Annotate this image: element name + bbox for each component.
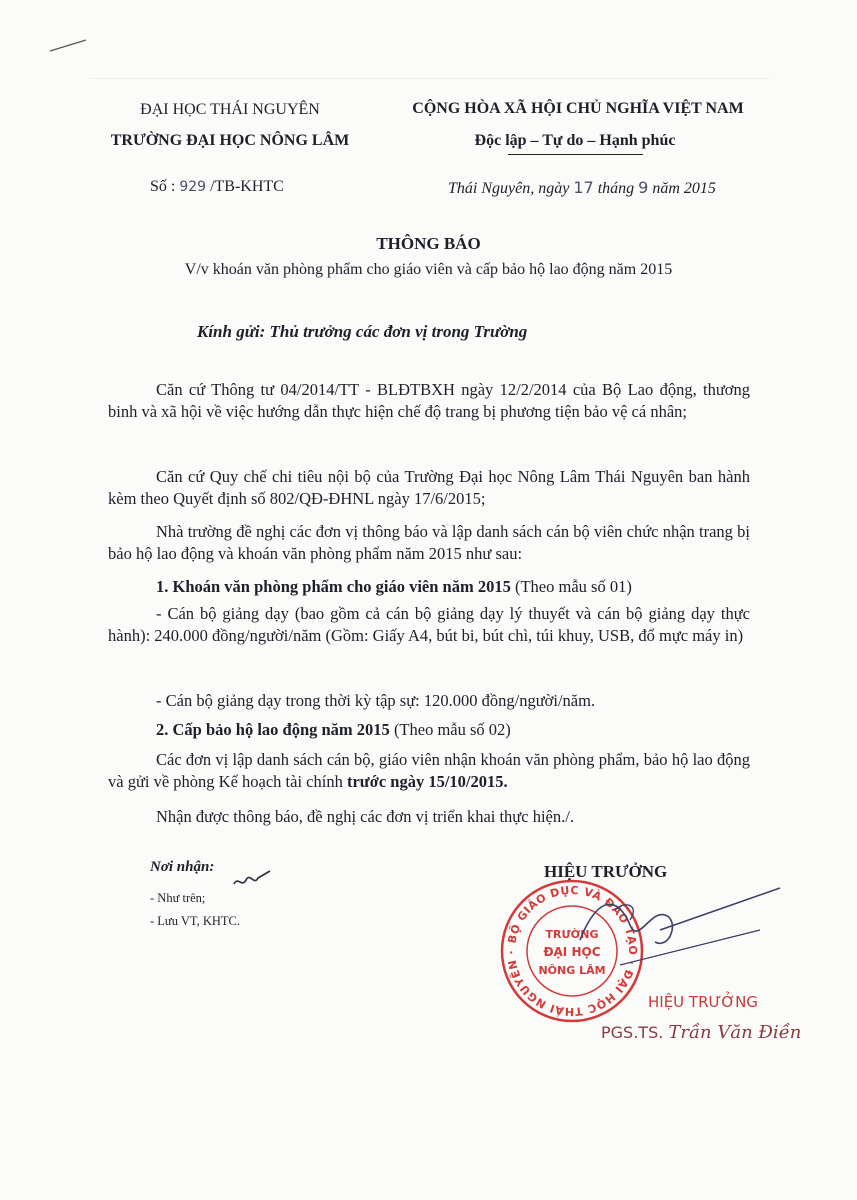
- paragraph-request: Nhà trường đề nghị các đơn vị thông báo và lập danh sách cán bộ viên chức nhận trang bị bảo hộ lao động và khoán văn phòng phẩm năm 2015 như sau:: [108, 522, 750, 563]
- date-prefix: Thái Nguyên, ngày: [448, 180, 570, 197]
- signer-name: [601, 1022, 801, 1043]
- section-2-note: (Theo mẫu số 02): [389, 720, 511, 739]
- section-1-heading: 1. Khoán văn phòng phẩm cho giáo viên năm 2015: [156, 577, 511, 596]
- submission-text: Các đơn vị lập danh sách cán bộ, giáo viên nhận khoán văn phòng phẩm, bảo hộ lao động và gửi về phòng Kế hoạch tài chính: [108, 750, 750, 791]
- section-2-heading: 2. Cấp bảo hộ lao động năm 2015: [156, 720, 390, 739]
- seal-line-3: NÔNG LÂM: [538, 964, 606, 977]
- issue-date: [448, 178, 768, 198]
- recipient-item: - Như trên;: [150, 891, 206, 905]
- recipient-item: - Lưu VT, KHTC.: [150, 914, 240, 928]
- national-title: CỘNG HÒA XÃ HỘI CHỦ NGHĨA VIỆT NAM: [412, 100, 744, 117]
- section-1-item-teachers: - Cán bộ giảng dạy (bao gồm cả cán bộ giảng dạy lý thuyết và cán bộ giảng dạy thực hành): 240.000 đồng/người/năm (Gồm: Giấy A4, bút bi, bút chì, túi khuy, USB, đổ mực máy in): [108, 604, 750, 645]
- document-title: THÔNG BÁO: [376, 234, 481, 253]
- section-1-note: (Theo mẫu số 01): [510, 577, 632, 596]
- document-number: [150, 178, 284, 196]
- doc-number-value: 929: [179, 179, 207, 195]
- signer-title-stamp: HIỆU TRƯỞNG: [648, 993, 758, 1011]
- seal-line-2: ĐẠI HỌC: [543, 945, 601, 959]
- section-1-item-probation: - Cán bộ giảng dạy trong thời kỳ tập sự: 120.000 đồng/người/năm.: [156, 691, 596, 710]
- signer-fullname: Trần Văn Điền: [668, 1022, 802, 1043]
- recipients-heading: Nơi nhận:: [150, 859, 215, 875]
- date-mid: tháng: [597, 180, 635, 197]
- seal-outer-text: BỘ GIÁO DỤC VÀ ĐÀO TẠO · ĐẠI HỌC THÁI NGUYÊN ·: [504, 883, 640, 1019]
- pen-mark: [48, 35, 88, 55]
- section-1-heading-line: [108, 576, 750, 598]
- paragraph-submission: [108, 749, 750, 793]
- doc-number-suffix: /TB-KHTC: [210, 178, 284, 195]
- school-name: TRƯỜNG ĐẠI HỌC NÔNG LÂM: [110, 132, 350, 149]
- document-subject: V/v khoán văn phòng phẩm cho giáo viên và cấp bảo hộ lao động năm 2015: [184, 261, 673, 278]
- initials-mark: [232, 868, 272, 890]
- national-motto: Độc lập – Tự do – Hạnh phúc: [474, 132, 676, 149]
- parent-organization: ĐẠI HỌC THÁI NGUYÊN: [140, 101, 320, 118]
- handwritten-signature: [560, 870, 790, 980]
- section-2-heading-line: [108, 719, 750, 741]
- paragraph-closing: Nhận được thông báo, đề nghị các đơn vị triển khai thực hiện./.: [156, 807, 574, 826]
- motto-underline: [508, 154, 643, 155]
- paragraph-legal-basis-1: Căn cứ Thông tư 04/2014/TT - BLĐTBXH ngày 12/2/2014 của Bộ Lao động, thương binh và xã hội về việc hướng dẫn thực hiện chế độ trang bị phương tiện bảo vệ cá nhân;: [108, 380, 750, 421]
- addressee: Kính gửi: Thủ trưởng các đơn vị trong Trường: [197, 322, 528, 341]
- doc-number-prefix: Số :: [150, 178, 176, 195]
- seal-line-1: TRƯỜNG: [545, 928, 599, 941]
- signer-title: HIỆU TRƯỞNG: [544, 862, 668, 881]
- date-suffix: năm 2015: [652, 180, 716, 197]
- date-month: 9: [638, 178, 649, 197]
- bleed-through: [90, 78, 770, 79]
- paragraph-legal-basis-2: Căn cứ Quy chế chi tiêu nội bộ của Trường Đại học Nông Lâm Thái Nguyên ban hành kèm theo Quyết định số 802/QĐ-ĐHNL ngày 17/6/2015;: [108, 467, 750, 508]
- date-day: 17: [573, 178, 594, 197]
- submission-deadline: trước ngày 15/10/2015.: [346, 772, 508, 791]
- signer-degree: PGS.TS.: [601, 1023, 664, 1042]
